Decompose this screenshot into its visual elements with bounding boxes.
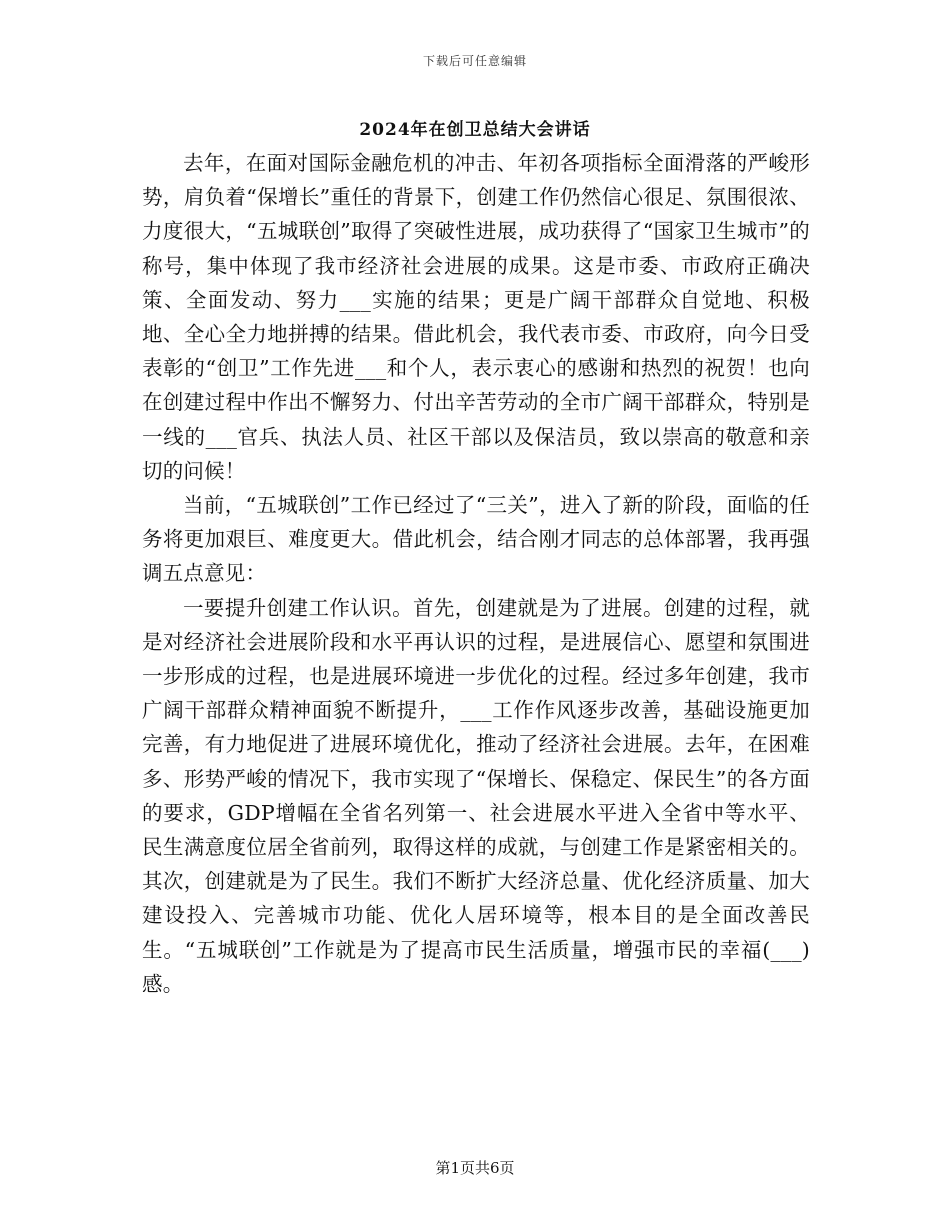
page-number: 第1页共6页 [435, 1159, 515, 1177]
document-body [142, 146, 810, 1001]
page-header-note: 下载后可任意编辑 [422, 54, 527, 68]
paragraph-1: 去年，在面对国际金融危机的冲击、年初各项指标全面滑落的严峻形势，肩负着“保增长”重任的背景下，创建工作仍然信心很足、氛围很浓、力度很大，“五城联创”取得了突破性进展，成功获得了“国家卫生城市”的称号，集中体现了我市经济社会进展的成果。这是市委、市政府正确决策、全面发动、努力___实施的结果；更是广阔干部群众自觉地、积极地、全心全力地拼搏的结果。借此机会，我代表市委、市政府，向今日受表彰的“创卫”工作先进___和个人，表示衷心的感谢和热烈的祝贺！也向在创建过程中作出不懈努力、付出辛苦劳动的全市广阔干部群众，特别是一线的___官兵、执法人员、社区干部以及保洁员，致以崇高的敬意和亲切的问候！ [142, 151, 810, 483]
document-title: 2024年在创卫总结大会讲话 [359, 120, 591, 140]
paragraph-3: 一要提升创建工作认识。首先，创建就是为了进展。创建的过程，就是对经济社会进展阶段和水平再认识的过程，是进展信心、愿望和氛围进一步形成的过程，也是进展环境进一步优化的过程。经过多年创建，我市广阔干部群众精神面貌不断提升，___工作作风逐步改善，基础设施更加完善，有力地促进了进展环境优化，推动了经济社会进展。去年，在困难多、形势严峻的情况下，我市实现了“保增长、保稳定、保民生”的各方面的要求，GDP增幅在全省名列第一、社会进展水平进入全省中等水平、民生满意度位居全省前列，取得这样的成就，与创建工作是紧密相关的。其次，创建就是为了民生。我们不断扩大经济总量、优化经济质量、加大建设投入、完善城市功能、优化人居环境等，根本目的是全面改善民生。“五城联创”工作就是为了提高市民生活质量，增强市民的幸福(___)感。 [142, 595, 810, 996]
paragraph-2: 当前，“五城联创”工作已经过了“三关”，进入了新的阶段，面临的任务将更加艰巨、难度更大。借此机会，结合刚才同志的总体部署，我再强调五点意见： [142, 493, 810, 586]
